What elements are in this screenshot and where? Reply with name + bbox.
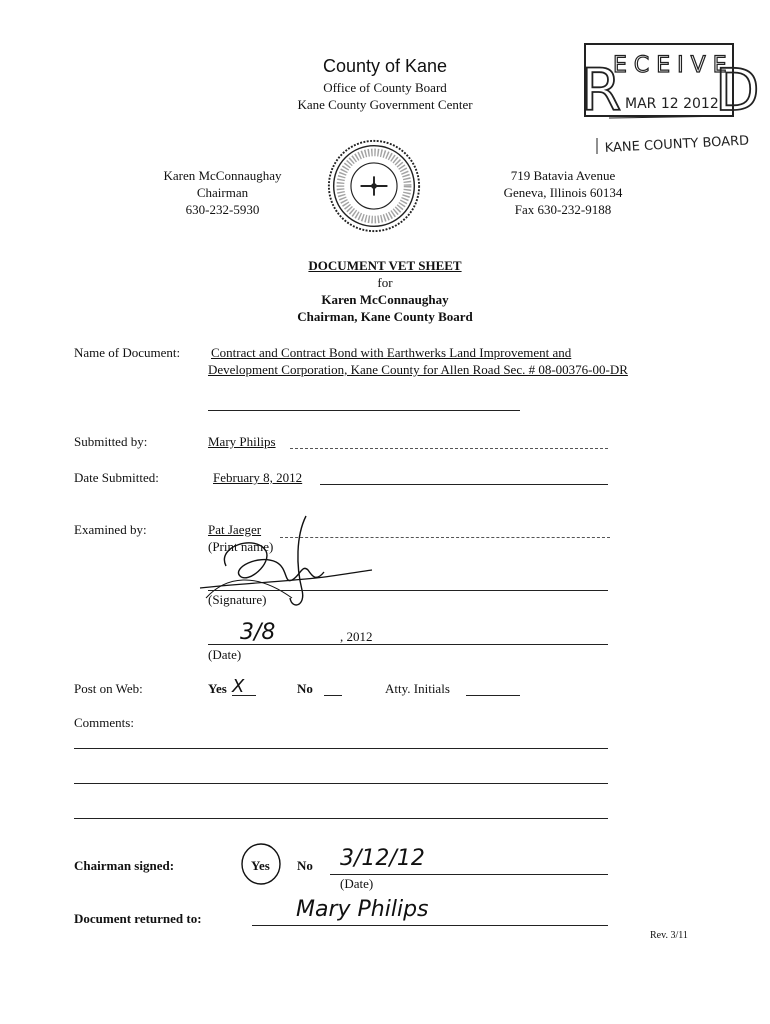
post-no-line [324, 695, 342, 696]
comments-label: Comments: [74, 715, 134, 730]
sheet-title: DOCUMENT VET SHEET [308, 258, 462, 273]
address-city: Geneva, Illinois 60134 [503, 185, 623, 200]
examined-by-value: Pat Jaeger [208, 522, 262, 537]
document-name-line2: Development Corporation, Kane County for Allen Road Sec. # 08-00376-00-DR [208, 362, 628, 377]
comments-line-2 [74, 783, 608, 784]
exam-date-line [208, 644, 608, 645]
revision-note: Rev. 3/11 [650, 930, 688, 941]
stamp-date: MAR 12 2012 [625, 96, 719, 112]
sheet-for: for [377, 275, 393, 290]
post-no-label: No [297, 681, 313, 696]
submitted-by-value: Mary Philips [208, 434, 276, 449]
office-name: Office of County Board [323, 80, 447, 95]
stamp-eceive: ECEIVE [613, 53, 734, 78]
exam-date-caption: (Date) [208, 647, 242, 662]
signature-caption: (Signature) [208, 592, 267, 607]
submitted-by-label: Submitted by: [74, 434, 148, 449]
post-on-web-label: Post on Web: [74, 681, 143, 696]
sheet-name: Karen McConnaughay [321, 292, 449, 307]
chairman-signed-date: 3/12/12 [340, 846, 425, 871]
stamp-d: D [715, 56, 760, 124]
document-name-blank-line [208, 410, 520, 411]
date-submitted-value: February 8, 2012 [213, 470, 303, 485]
chair-title: Chairman [196, 185, 249, 200]
chairman-date-caption: (Date) [340, 876, 374, 891]
document-name-label: Name of Document: [74, 345, 181, 360]
comments-line-3 [74, 818, 608, 819]
address-street: 719 Batavia Avenue [510, 168, 616, 183]
atty-initials-label: Atty. Initials [385, 681, 450, 696]
chairman-signed-label: Chairman signed: [74, 858, 175, 873]
sheet-role: Chairman, Kane County Board [297, 309, 473, 324]
post-yes-label: Yes [208, 681, 227, 696]
county-seal-icon [326, 138, 422, 234]
date-submitted-label: Date Submitted: [74, 470, 159, 485]
received-stamp [577, 42, 760, 156]
returned-to-handwritten: Mary Philips [296, 897, 429, 922]
address-fax: Fax 630-232-9188 [514, 202, 612, 217]
government-center: Kane County Government Center [297, 97, 473, 112]
submitted-by-line [290, 448, 608, 449]
chairman-yes-label: Yes [251, 858, 270, 873]
post-yes-mark: X [232, 676, 245, 697]
atty-initials-line [466, 695, 520, 696]
stamp-r: R [581, 56, 622, 124]
stamp-org: KANE COUNTY BOARD [604, 133, 750, 156]
exam-date-handwritten: 3/8 [240, 620, 276, 645]
chair-name: Karen McConnaughay [163, 168, 282, 183]
chairman-date-line [330, 874, 608, 875]
chair-phone: 630-232-5930 [185, 202, 260, 217]
signature-line [208, 590, 608, 591]
exam-date-year: , 2012 [340, 629, 373, 644]
comments-line-1 [74, 748, 608, 749]
print-name-caption: (Print name) [208, 539, 274, 554]
returned-to-label: Document returned to: [74, 911, 202, 926]
returned-to-line [252, 925, 608, 926]
chairman-no-label: No [297, 858, 313, 873]
document-name-line1: Contract and Contract Bond with Earthwerks Land Improvement and [211, 345, 572, 360]
county-title: County of Kane [322, 56, 448, 76]
post-yes-line [232, 695, 256, 696]
examined-by-label: Examined by: [74, 522, 147, 537]
date-submitted-line [320, 484, 608, 485]
